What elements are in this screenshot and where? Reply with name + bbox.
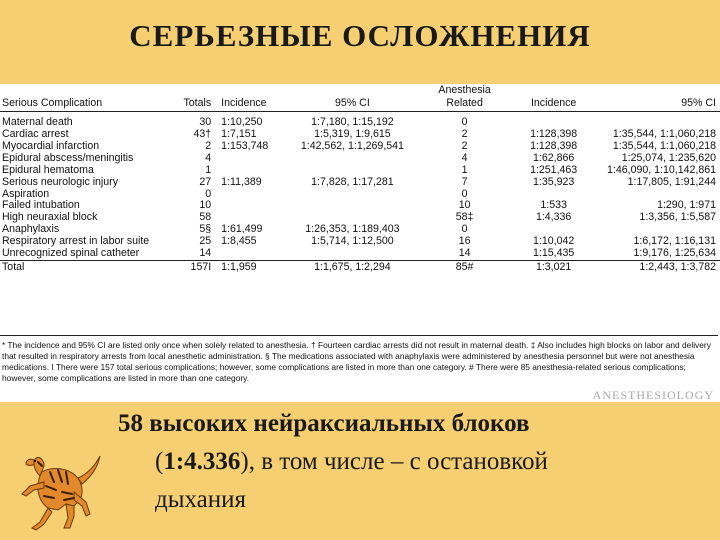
table-row xyxy=(0,248,720,260)
cell-ci-related xyxy=(596,224,720,236)
table-row xyxy=(0,200,720,212)
cell-ci-related: 1:35,544, 1:1,060,218 xyxy=(612,140,716,153)
cell-related: 58‡ xyxy=(455,211,474,224)
cell-incidence xyxy=(213,200,287,212)
cell-ci xyxy=(287,200,418,212)
cell-ci xyxy=(287,188,418,200)
cell-incidence xyxy=(213,212,287,224)
cell-ci-related: 1:35,544, 1:1,060,218 xyxy=(612,128,716,141)
cell-related: 14 xyxy=(458,247,471,260)
cell-complication: Maternal death xyxy=(2,116,73,129)
slide-title: СЕРЬЕЗНЫЕ ОСЛОЖНЕНИЯ xyxy=(129,18,591,53)
cell-ci-related: 1:46,090, 1:10,142,861 xyxy=(607,163,716,176)
cell-ci-related: 1:6,172, 1:16,131 xyxy=(633,235,716,248)
cell-total: 5§ xyxy=(199,223,212,236)
slide-caption xyxy=(118,405,708,519)
cell-incidence xyxy=(213,248,287,260)
cell-incidence-related: 1:35,923 xyxy=(533,175,575,188)
cell-related: 0 xyxy=(461,223,468,236)
cell-total: 27 xyxy=(199,175,212,188)
header-incidence: Incidence xyxy=(213,96,287,112)
cell-related: 10 xyxy=(458,199,471,212)
cell-ci-related: 1:17,805, 1:91,244 xyxy=(627,175,716,188)
cell-incidence-related: 1:128,398 xyxy=(530,128,578,141)
cell-complication: Epidural abscess/meningitis xyxy=(2,151,134,164)
caption-line-2 xyxy=(118,443,708,481)
table-header-row-top xyxy=(0,84,720,96)
caption-ratio: 1:4.336 xyxy=(163,448,241,475)
cell-related: 2 xyxy=(461,140,468,153)
table-row xyxy=(0,176,720,188)
table-body xyxy=(0,112,720,274)
cell-total: 58 xyxy=(199,211,212,224)
cell-incidence-related xyxy=(511,224,596,236)
cell-incidence-related: 1:3,021 xyxy=(511,260,596,273)
cell-incidence-related: 1:533 xyxy=(540,199,567,212)
cell-complication: Failed intubation xyxy=(2,199,80,212)
table-footnote: * The incidence and 95% CI are listed only once when solely related to anesthesia. † Fourteen cardiac arrests did not result in maternal death. ‡ Also includes high blocks on labor and delivery that resulted in respiratory arrests from local anesthetic administration. § The medications associated with anaphylaxis were administered by anesthesia personnel but were not anesthesia medications. I There were 157 total serious complications; however, some complications are listed in more than one category. # There were 85 anesthesia-related serious complications; however, some complications are listed in more than one category. xyxy=(0,335,718,384)
cell-related: 85# xyxy=(418,260,511,273)
cell-ci xyxy=(287,165,418,177)
header-anesthesia: Anesthesia xyxy=(438,84,491,96)
table-row xyxy=(0,212,720,224)
cell-complication: Unrecognized spinal catheter xyxy=(2,247,140,260)
cell-complication: Anaphylaxis xyxy=(2,223,60,236)
cell-incidence-related: 1:62,866 xyxy=(533,151,575,164)
table-header-row xyxy=(0,96,720,112)
cell-incidence-related: 1:128,398 xyxy=(530,140,578,153)
cell-incidence xyxy=(213,165,287,177)
cell-ci: 1:42,562, 1:1,269,541 xyxy=(300,140,404,153)
cell-related: 4 xyxy=(461,151,468,164)
caption-line-2-rest: ), в том числе – с остановкой xyxy=(240,448,548,475)
header-complication: Serious Complication xyxy=(0,96,175,112)
cell-total: 25 xyxy=(199,235,212,248)
cell-total: 0 xyxy=(205,187,212,200)
cell-incidence xyxy=(213,153,287,165)
cell-ci-related xyxy=(596,188,720,200)
cell-incidence-related: 1:251,463 xyxy=(530,163,578,176)
cell-complication: Aspiration xyxy=(2,187,50,200)
cell-ci-related: 1:2,443, 1:3,782 xyxy=(596,260,720,273)
cell-ci: 1:7,828, 1:17,281 xyxy=(311,175,394,188)
cell-ci xyxy=(287,212,418,224)
complications-table-panel xyxy=(0,84,720,402)
header-totals: Totals xyxy=(175,96,213,112)
cell-incidence: 1:10,250 xyxy=(221,116,263,129)
cell-ci: 1:7,180, 1:15,192 xyxy=(311,116,394,129)
caption-line-1: 58 высоких нейраксиальных блоков xyxy=(118,410,530,437)
cell-ci: 1:1,675, 1:2,294 xyxy=(287,260,418,273)
cell-incidence xyxy=(213,188,287,200)
cell-total: 14 xyxy=(199,247,212,260)
table-row xyxy=(0,224,720,236)
table-row xyxy=(0,153,720,165)
cell-ci-related: 1:9,176, 1:25,634 xyxy=(633,247,716,260)
cell-incidence-related: 1:4,336 xyxy=(535,211,572,224)
cell-related: 16 xyxy=(458,235,471,248)
cell-total: 157I xyxy=(175,260,213,273)
cell-total: 1 xyxy=(205,163,212,176)
cell-related: 1 xyxy=(461,163,468,176)
cell-complication: Epidural hematoma xyxy=(2,163,94,176)
cell-ci xyxy=(287,248,418,260)
cell-ci-related: 1:3,356, 1:5,587 xyxy=(639,211,716,224)
cell-related: 0 xyxy=(461,116,468,129)
table-row xyxy=(0,141,720,153)
cell-incidence-related: 1:15,435 xyxy=(533,247,575,260)
cell-related: 2 xyxy=(461,128,468,141)
cell-ci: 1:5,714, 1:12,500 xyxy=(311,235,394,248)
cell-ci xyxy=(287,153,418,165)
cell-incidence: 1:61,499 xyxy=(221,223,263,236)
cell-incidence: 1:8,455 xyxy=(221,235,257,248)
complications-table xyxy=(0,84,720,274)
table-row xyxy=(0,236,720,248)
cell-incidence: 1:153,748 xyxy=(221,140,269,153)
cell-total: 43† xyxy=(193,128,212,141)
cell-ci-related xyxy=(596,112,720,129)
cell-ci: 1:26,353, 1:189,403 xyxy=(305,223,400,236)
table-row xyxy=(0,165,720,177)
cell-complication: Respiratory arrest in labor suite xyxy=(2,235,150,248)
header-incidence-related: Incidence xyxy=(511,96,596,112)
cell-related: 7 xyxy=(461,175,468,188)
cell-total: 4 xyxy=(205,151,212,164)
header-related: Related xyxy=(418,96,511,112)
caption-line-3: дыхания xyxy=(155,486,247,513)
cell-total: 30 xyxy=(199,116,212,129)
cell-ci: 1:5,319, 1:9,615 xyxy=(314,128,391,141)
header-ci-related: 95% CI xyxy=(596,96,720,112)
cell-complication: Serious neurologic injury xyxy=(2,175,119,188)
cell-incidence: 1:1,959 xyxy=(213,260,287,273)
header-ci: 95% CI xyxy=(287,96,418,112)
cell-incidence-related: 1:10,042 xyxy=(533,235,575,248)
table-row xyxy=(0,260,720,273)
table-row xyxy=(0,112,720,129)
cell-related: 0 xyxy=(461,187,468,200)
cell-complication: Cardiac arrest xyxy=(2,128,69,141)
cell-incidence: 1:11,389 xyxy=(221,175,262,188)
cell-complication: Myocardial infarction xyxy=(2,140,100,153)
caption-open-paren: ( xyxy=(155,448,164,475)
cell-incidence: 1:7,151 xyxy=(221,128,257,141)
cell-ci-related: 1:290, 1:971 xyxy=(657,199,716,212)
cell-incidence-related xyxy=(511,112,596,129)
tiger-icon xyxy=(4,452,104,534)
cell-complication: Total xyxy=(0,260,175,273)
table-row xyxy=(0,188,720,200)
journal-watermark: ANESTHESIOLOGY xyxy=(592,388,714,402)
cell-total: 2 xyxy=(205,140,212,153)
cell-ci-related: 1:25,074, 1:235,620 xyxy=(621,151,716,164)
cell-complication: High neuraxial block xyxy=(2,211,98,224)
cell-incidence-related xyxy=(511,188,596,200)
cell-total: 10 xyxy=(199,199,212,212)
table-row xyxy=(0,129,720,141)
